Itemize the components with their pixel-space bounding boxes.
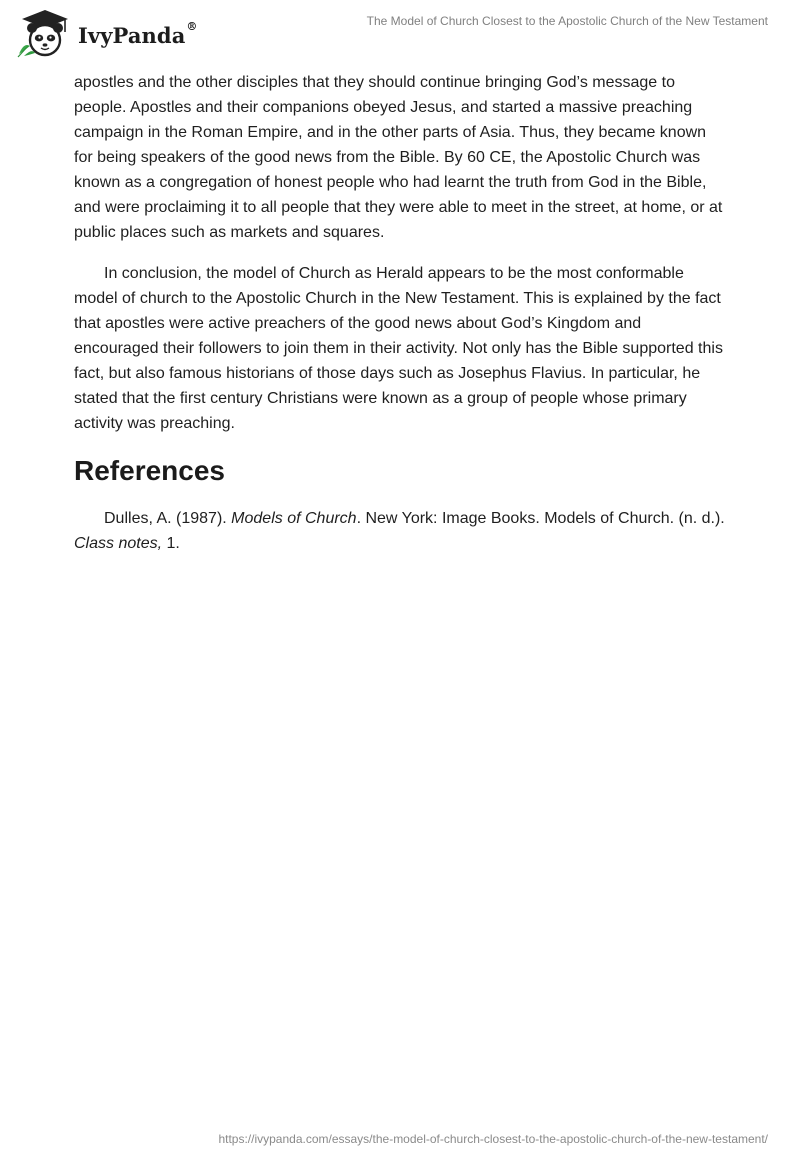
body-paragraph: apostles and the other disciples that they should continue bringing God’s message to people. Apostles and their companions obeyed Jesus, and started a massive preaching campaign in the Roman Empire, and in the other parts of Asia. Thus, they became known for being speakers of the good news from the Bible. By 60 CE, the Apostolic Church was known as a congregation of honest people who had learnt the truth from God in the Bible, and were proclaiming it to all people that they were able to meet in the street, at home, or at public places such as markets and squares. [74, 74, 723, 241]
registered-mark: ® [186, 19, 198, 33]
reference-2-author: Models of Church. (n. d.). [544, 510, 725, 527]
conclusion-paragraph: In conclusion, the model of Church as Herald appears to be the most conformable model of church to the Apostolic Church in the New Testament. This is explained by the fact that apostles were active preachers of the good news about God’s Kingdom and encouraged their followers to join them in their activity. Not only has the Bible supported this fact, but also famous historians of those days such as Josephus Flavius. In particular, he stated that the first century Christians were known as a group of people whose primary activity was preaching. [74, 265, 723, 432]
reference-2-rest: 1. [162, 535, 180, 552]
references-heading: References [74, 455, 225, 486]
page-header [0, 0, 800, 64]
running-title: The Model of Church Closest to the Apostolic Church of the New Testament [366, 14, 768, 28]
essay-body [74, 70, 726, 556]
reference-1-author: Dulles, A. (1987). [104, 510, 232, 527]
ivypanda-logo[interactable] [16, 8, 198, 58]
source-url[interactable]: https://ivypanda.com/essays/the-model-of-church-closest-to-the-apostolic-church-of-the-new-testament/ [218, 1132, 768, 1146]
reference-1-publisher: . New York: Image Books. [356, 510, 545, 527]
reference-2-source: Class notes, [74, 535, 163, 552]
brand-name: IvyPanda® [78, 19, 198, 48]
panda-graduate-icon [16, 8, 74, 58]
reference-list [74, 506, 726, 556]
reference-1-title: Models of Church [231, 510, 357, 527]
